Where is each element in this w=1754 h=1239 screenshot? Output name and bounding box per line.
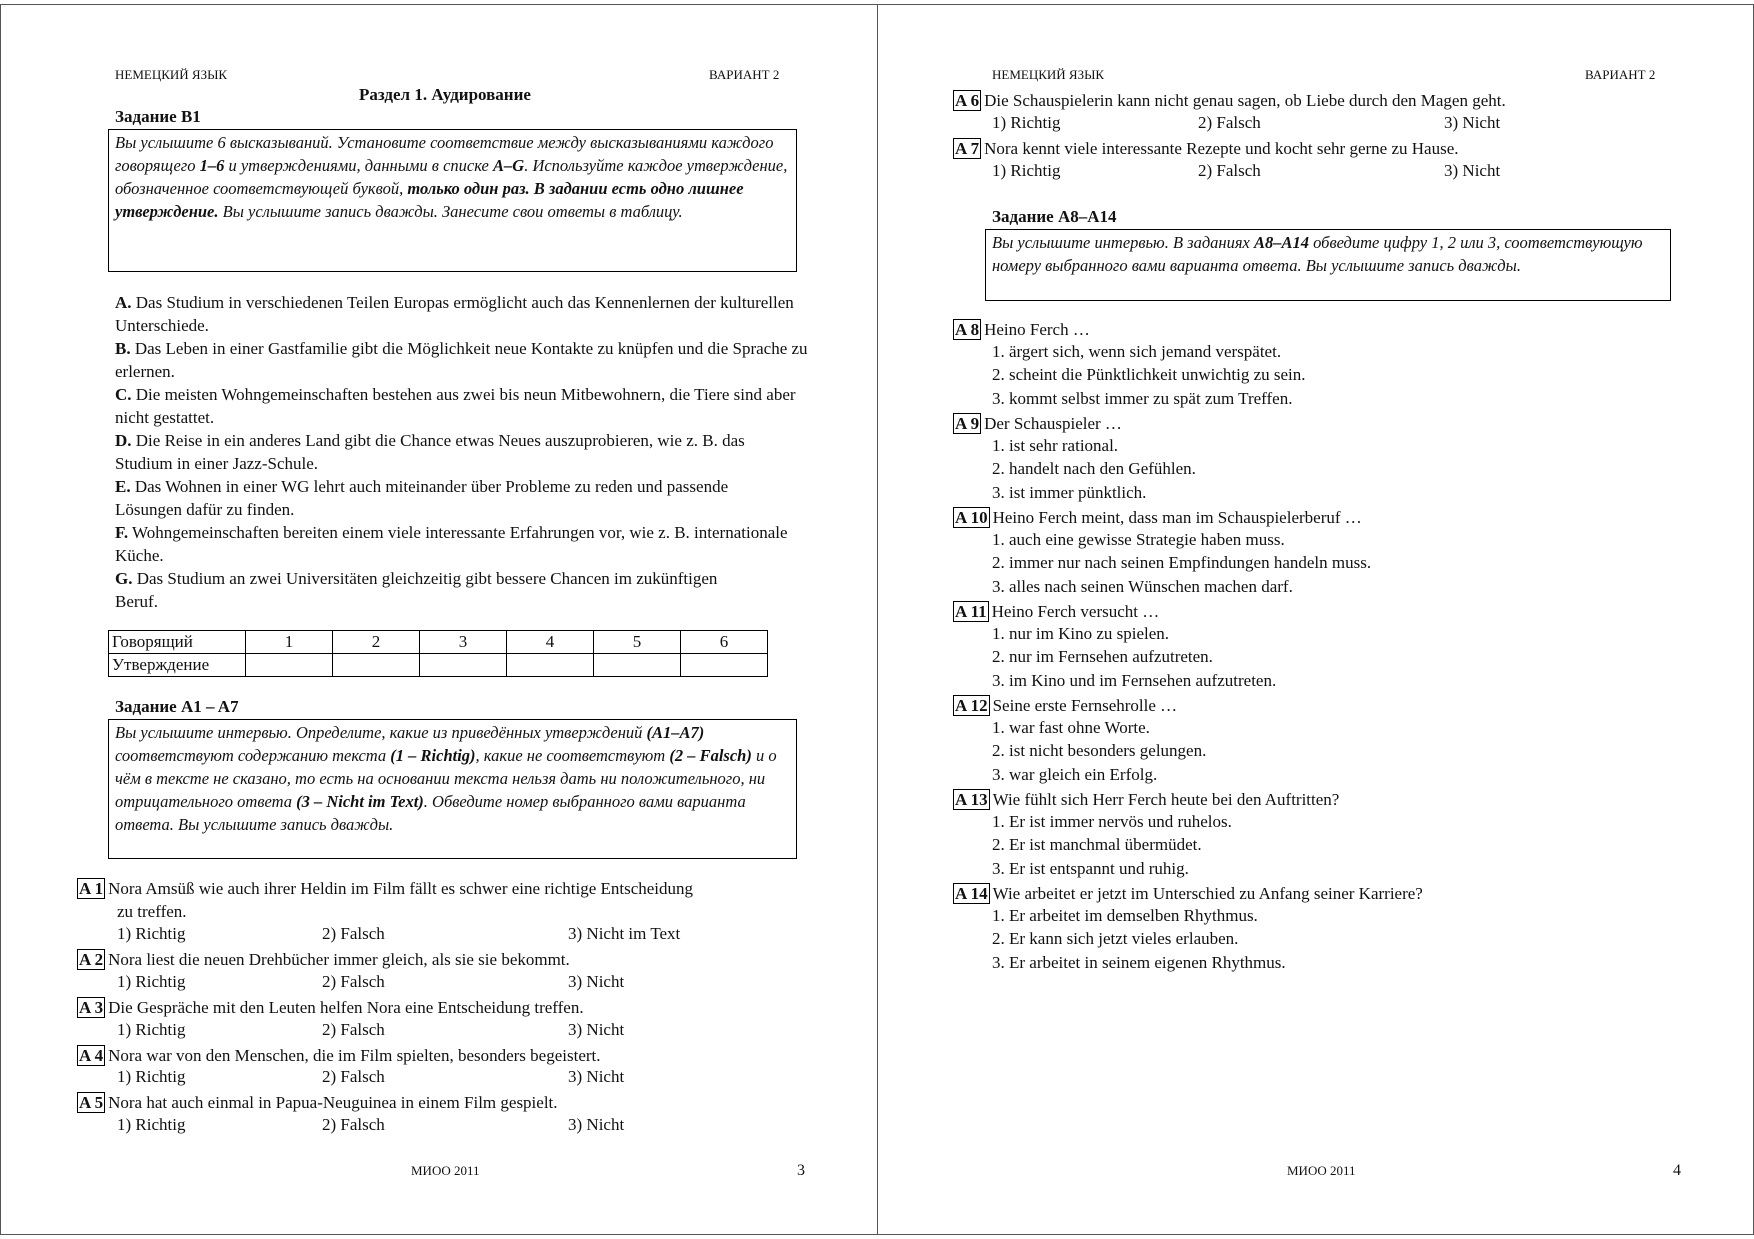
option-nicht[interactable]: 3) Nicht	[568, 1020, 625, 1039]
instr-bold: (2 – Falsch)	[669, 746, 752, 765]
option-falsch[interactable]: 2) Falsch	[1198, 161, 1261, 180]
question-tag: A 1	[79, 879, 104, 898]
instr-text: обведите цифру 1, 2 или 3, соответствующую номеру выбранного вами варианта ответа. Вы услышите запись дважды.	[992, 233, 1643, 275]
option-nicht[interactable]: 3) Nicht	[1444, 161, 1501, 180]
question-tag: A 12	[955, 696, 988, 715]
answer-option[interactable]: 1. war fast ohne Worte.	[992, 718, 1150, 737]
instr-bold: только один раз. В задании есть одно лишнее утверждение.	[115, 179, 744, 221]
statement-f: F. Wohngemeinschaften bereiten einem viele interessante Erfahrungen vor, wie z. B. internationale Küche.	[115, 523, 788, 565]
task-a8-a14-title: Задание A8–A14	[992, 207, 1117, 226]
page-3	[0, 4, 878, 1235]
task-a1-a7-title: Задание A1 – A7	[115, 697, 239, 716]
option-nicht[interactable]: 3) Nicht im Text	[568, 924, 681, 943]
question-text: Heino Ferch versucht …	[991, 602, 1160, 621]
instr-text: и о чём в тексте не сказано, то есть на основании текста нельзя дать ни положительного, ни отрицательного ответа	[115, 746, 777, 811]
question-a4: A 4 Nora war von den Menschen, die im Film spielten, besonders begeistert.	[79, 1046, 601, 1065]
section-title: Раздел 1. Аудирование	[359, 85, 531, 104]
question-tag: A 14	[955, 884, 988, 903]
instr-bold: A8–A14	[1254, 233, 1310, 252]
question-text: Wie fühlt sich Herr Ferch heute bei den Auftritten?	[992, 790, 1340, 809]
answer-option[interactable]: 1. ärgert sich, wenn sich jemand verspätet.	[992, 342, 1282, 361]
option-falsch[interactable]: 2) Falsch	[322, 1020, 385, 1039]
question-tag: A 8	[955, 320, 980, 339]
table-header-cell: 4	[507, 631, 594, 654]
question-text: Wie arbeitet er jetzt im Unterschied zu Anfang seiner Karriere?	[992, 884, 1423, 903]
instr-bold: 1–6	[199, 156, 225, 175]
instr-text: . Используйте каждое утверждение, обозначенное соответствующей буквой,	[115, 156, 788, 198]
question-tag: A 2	[79, 950, 104, 969]
option-nicht[interactable]: 3) Nicht	[568, 972, 625, 991]
answer-option[interactable]: 3. Er arbeitet in seinem eigenen Rhythmus.	[992, 952, 1286, 972]
footer-org: МИОО 2011	[1287, 1163, 1356, 1178]
answer-option[interactable]: 3. Er ist entspannt und ruhig.	[992, 858, 1189, 878]
option-nicht[interactable]: 3) Nicht	[1444, 113, 1501, 132]
answer-cell[interactable]	[594, 654, 681, 677]
option-nicht[interactable]: 3) Nicht	[568, 1115, 625, 1134]
instr-bold: A–G	[493, 156, 525, 175]
answer-cell[interactable]	[420, 654, 507, 677]
instr-text: и утверждениями, данными в списке	[224, 156, 494, 175]
question-tag: A 9	[955, 414, 980, 433]
option-richtig[interactable]: 1) Richtig	[117, 972, 186, 991]
option-richtig[interactable]: 1) Richtig	[117, 1115, 186, 1134]
question-a1: A 1 Nora Amsüß wie auch ihrer Heldin im Film fällt es schwer eine richtige Entscheidung	[79, 879, 694, 898]
question-tag: A 10	[955, 508, 988, 527]
question-tag: A 5	[79, 1093, 104, 1112]
task-b1-instructions	[108, 129, 797, 272]
question-text: Der Schauspieler …	[984, 414, 1122, 433]
question-a10	[953, 506, 1362, 529]
question-tag: A 13	[955, 790, 988, 809]
answer-option[interactable]: 3. kommt selbst immer zu spät zum Treffen.	[992, 388, 1293, 408]
option-richtig[interactable]: 1) Richtig	[117, 924, 186, 943]
statement-e: E. Das Wohnen in einer WG lehrt auch miteinander über Probleme zu reden und passende Lösungen dafür zu finden.	[115, 477, 729, 519]
instr-text: Вы услышите интервью. В заданиях	[992, 233, 1254, 252]
answer-option[interactable]: 2. handelt nach den Gefühlen.	[992, 459, 1196, 479]
answer-cell[interactable]	[681, 654, 768, 677]
statement-a: A. Das Studium in verschiedenen Teilen Europas ermöglicht auch das Kennenlernen der kulturellen Unterschiede.	[115, 293, 794, 335]
option-richtig[interactable]: 1) Richtig	[117, 1020, 186, 1039]
option-falsch[interactable]: 2) Falsch	[322, 924, 385, 943]
instr-text: соответствуют содержанию текста	[115, 746, 391, 765]
table-header-cell: 1	[246, 631, 333, 654]
option-falsch[interactable]: 2) Falsch	[322, 1067, 385, 1086]
question-a8	[953, 318, 1090, 341]
question-a3: A 3 Die Gespräche mit den Leuten helfen Nora eine Entscheidung treffen.	[79, 998, 584, 1017]
header-subject: НЕМЕЦКИЙ ЯЗЫК	[992, 67, 1105, 82]
question-a14	[953, 882, 1423, 905]
footer-org: МИОО 2011	[411, 1163, 480, 1178]
table-header-cell: 3	[420, 631, 507, 654]
instr-bold: (3 – Nicht im Text)	[296, 792, 424, 811]
task-a1-a7-instructions	[108, 719, 797, 859]
table-header-cell: 2	[333, 631, 420, 654]
question-a9	[953, 412, 1122, 435]
instr-bold: (A1–A7)	[646, 723, 705, 742]
instr-bold: (1 – Richtig)	[390, 746, 476, 765]
answer-option[interactable]: 3. alles nach seinen Wünschen machen darf.	[992, 576, 1293, 596]
header-variant: ВАРИАНТ 2	[1585, 67, 1656, 82]
table-row-label: Утверждение	[109, 654, 246, 677]
table-header-cell: 5	[594, 631, 681, 654]
answer-option[interactable]: 3. ist immer pünktlich.	[992, 482, 1147, 502]
question-a6: A 6 Die Schauspielerin kann nicht genau sagen, ob Liebe durch den Magen geht.	[955, 91, 1506, 110]
option-falsch[interactable]: 2) Falsch	[322, 972, 385, 991]
question-tag: A 3	[79, 998, 104, 1017]
header-subject: НЕМЕЦКИЙ ЯЗЫК	[115, 67, 228, 82]
question-a11	[953, 600, 1159, 623]
table-row	[109, 654, 768, 677]
statement-b: B. Das Leben in einer Gastfamilie gibt die Möglichkeit neue Kontakte zu knüpfen und die Sprache zu erlernen.	[115, 339, 808, 381]
table-header-cell: 6	[681, 631, 768, 654]
answer-option[interactable]: 2. nur im Fernsehen aufzutreten.	[992, 647, 1213, 667]
page-number: 4	[1673, 1162, 1681, 1179]
answer-option[interactable]: 2. immer nur nach seinen Empfindungen handeln muss.	[992, 553, 1372, 573]
option-falsch[interactable]: 2) Falsch	[1198, 113, 1261, 132]
option-richtig[interactable]: 1) Richtig	[117, 1067, 186, 1086]
instr-text: . Обведите номер выбранного вами варианта ответа. Вы услышите запись дважды.	[115, 792, 746, 834]
task-b1-title: Задание B1	[115, 107, 201, 126]
answer-option[interactable]: 1. auch eine gewisse Strategie haben muss.	[992, 530, 1285, 549]
instr-text: Вы услышите 6 высказываний. Установите соответствие между высказываниями каждого говорящего	[115, 133, 774, 175]
answer-option[interactable]: 1. ist sehr rational.	[992, 436, 1119, 455]
question-tag: A 6	[955, 91, 980, 110]
question-a2: A 2 Nora liest die neuen Drehbücher immer gleich, als sie sie bekommt.	[79, 950, 570, 969]
question-tag: A 4	[79, 1046, 104, 1065]
answer-option[interactable]: 2. Er kann sich jetzt vieles erlauben.	[992, 929, 1239, 949]
question-text: Seine erste Fernsehrolle …	[992, 696, 1178, 715]
answer-option[interactable]: 2. scheint die Pünktlichkeit unwichtig zu sein.	[992, 365, 1306, 385]
answer-table	[108, 630, 768, 677]
table-row	[109, 631, 768, 654]
statement-c: C. Die meisten Wohngemeinschaften bestehen aus zwei bis neun Mitbewohnern, die Tiere sind aber nicht gestattet.	[115, 385, 796, 427]
instr-text: Вы услышите интервью. Определите, какие из приведённых утверждений	[115, 723, 647, 742]
question-a13	[953, 788, 1339, 811]
answer-option[interactable]: 3. war gleich ein Erfolg.	[992, 764, 1158, 784]
answer-cell[interactable]	[507, 654, 594, 677]
answer-option[interactable]: 1. nur im Kino zu spielen.	[992, 624, 1170, 643]
answer-option[interactable]: 1. Er arbeitet im demselben Rhythmus.	[992, 906, 1258, 925]
answer-option[interactable]: 1. Er ist immer nervös und ruhelos.	[992, 812, 1232, 831]
instr-text: Вы услышите запись дважды. Занесите свои ответы в таблицу.	[218, 202, 683, 221]
answer-cell[interactable]	[333, 654, 420, 677]
table-row-label: Говорящий	[109, 631, 246, 654]
page-4	[877, 4, 1754, 1235]
question-a7: A 7 Nora kennt viele interessante Rezepte und kocht sehr gerne zu Hause.	[955, 139, 1459, 158]
answer-option[interactable]: 2. Er ist manchmal übermüdet.	[992, 835, 1202, 855]
question-a1-cont: zu treffen.	[117, 902, 187, 921]
statement-d: D. Die Reise in ein anderes Land gibt die Chance etwas Neues auszuprobieren, wie z. B. das Studium in einer Jazz-Schule.	[115, 431, 745, 473]
question-tag: A 11	[955, 602, 987, 621]
question-text: Heino Ferch meint, dass man im Schauspielerberuf …	[992, 508, 1362, 527]
task-a8-a14-instructions	[985, 229, 1671, 301]
option-richtig[interactable]: 1) Richtig	[992, 161, 1061, 180]
instr-text: , какие не соответствуют	[475, 746, 670, 765]
question-a5: A 5 Nora hat auch einmal in Papua-Neuguinea in einem Film gespielt.	[79, 1093, 558, 1112]
answer-option[interactable]: 2. ist nicht besonders gelungen.	[992, 741, 1207, 761]
page-number: 3	[797, 1162, 805, 1179]
header-variant: ВАРИАНТ 2	[709, 67, 780, 82]
answer-option[interactable]: 3. im Kino und im Fernsehen aufzutreten.	[992, 670, 1277, 690]
option-nicht[interactable]: 3) Nicht	[568, 1067, 625, 1086]
question-text: Heino Ferch …	[984, 320, 1090, 339]
option-falsch[interactable]: 2) Falsch	[322, 1115, 385, 1134]
question-a12	[953, 694, 1177, 717]
option-richtig[interactable]: 1) Richtig	[992, 113, 1061, 132]
question-tag: A 7	[955, 139, 980, 158]
statement-g: G. Das Studium an zwei Universitäten gleichzeitig gibt bessere Chancen im zukünftigen Beruf.	[115, 569, 718, 611]
answer-cell[interactable]	[246, 654, 333, 677]
